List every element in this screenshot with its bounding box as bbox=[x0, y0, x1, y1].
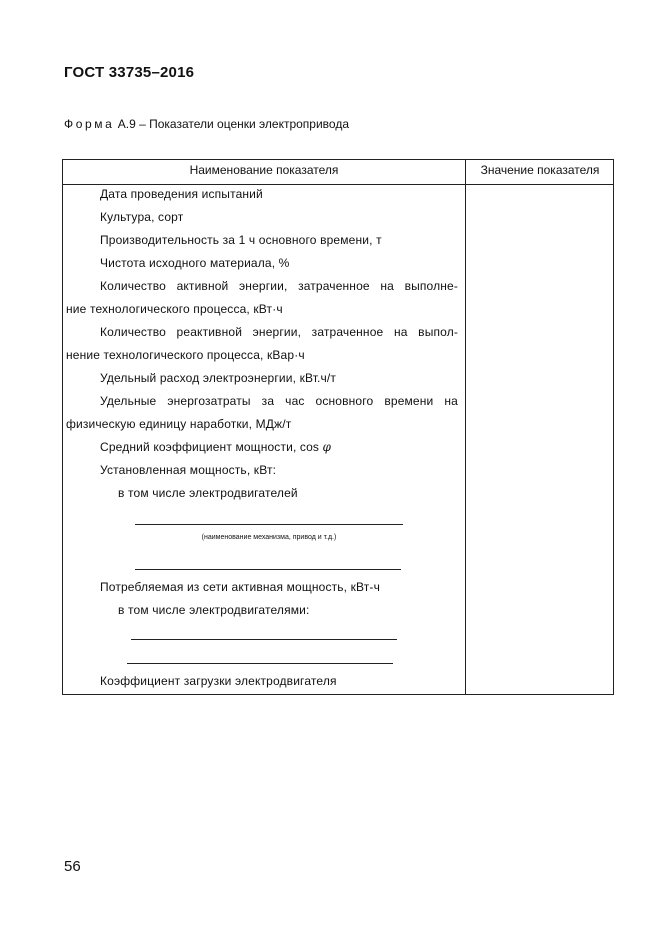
hint-mechanism-name: (наименование механизма, привод и т.д.) bbox=[201, 534, 337, 541]
row-specific-energy-line1: Удельные энергозатраты за час основного времени на bbox=[100, 394, 458, 408]
row-specific-energy-line2: физическую единицу наработки, МДж/т bbox=[66, 417, 292, 431]
row-productivity: Производительность за 1 ч основного времени, т bbox=[100, 233, 382, 247]
row-consumed-power: Потребляемая из сети активная мощность, кВт-ч bbox=[100, 580, 380, 594]
header-divider bbox=[63, 184, 613, 185]
document-header: ГОСТ 33735–2016 bbox=[64, 64, 195, 81]
blank-line-2 bbox=[135, 569, 401, 570]
row-power-factor bbox=[100, 440, 331, 454]
blank-line-mechanism bbox=[135, 524, 403, 525]
row-material-purity: Чистота исходного материала, % bbox=[100, 256, 290, 270]
column-divider bbox=[465, 160, 466, 694]
page-number: 56 bbox=[64, 858, 81, 875]
row-crop-variety: Культура, сорт bbox=[100, 210, 184, 224]
row-installed-power: Установленная мощность, кВт: bbox=[100, 463, 277, 477]
column-header-value: Значение показателя bbox=[480, 163, 600, 177]
power-factor-label: Средний коэффициент мощности, cos bbox=[100, 440, 323, 454]
row-load-factor: Коэффициент загрузки электродвигателя bbox=[100, 674, 337, 688]
phi-symbol: φ bbox=[322, 440, 332, 454]
indicators-table bbox=[62, 159, 614, 695]
row-reactive-energy-line2: нение технологического процесса, кВар·ч bbox=[66, 348, 305, 362]
row-including-motors: в том числе электродвигателей bbox=[118, 486, 298, 500]
row-reactive-energy-line1: Количество реактивной энергии, затраченное на выпол- bbox=[100, 325, 458, 339]
row-active-energy-line2: ние технологического процесса, кВт·ч bbox=[66, 302, 283, 316]
form-caption bbox=[64, 117, 349, 131]
blank-line-3 bbox=[131, 639, 397, 640]
column-header-name: Наименование показателя bbox=[189, 163, 339, 177]
blank-line-4 bbox=[127, 663, 393, 664]
form-word: Форма bbox=[64, 117, 115, 131]
form-title: А.9 – Показатели оценки электропривода bbox=[114, 117, 349, 131]
row-active-energy-line1: Количество активной энергии, затраченное на выполне- bbox=[100, 279, 458, 293]
row-specific-consumption: Удельный расход электроэнергии, кВт.ч/т bbox=[100, 371, 337, 385]
row-test-date: Дата проведения испытаний bbox=[100, 187, 263, 201]
row-including-motors-2: в том числе электродвигателями: bbox=[118, 603, 310, 617]
